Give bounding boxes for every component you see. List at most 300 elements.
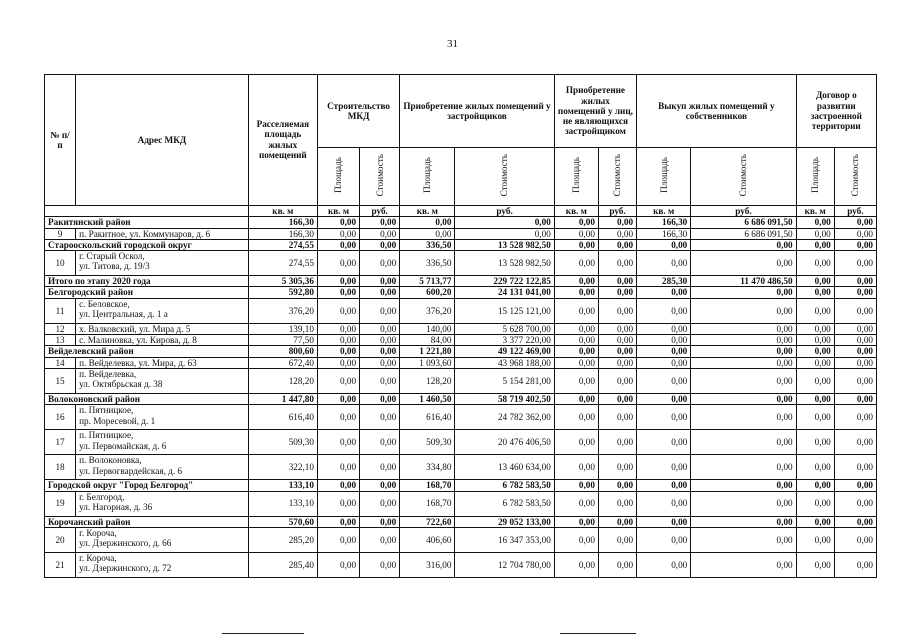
value-cell: 0,00 (834, 251, 876, 276)
address-line: ул. Дзержинского, д. 72 (79, 563, 172, 574)
units-row (45, 206, 877, 217)
value-cell: 0,00 (598, 480, 636, 491)
value-cell: 0,00 (554, 368, 598, 393)
value-cell: 0,00 (317, 323, 359, 334)
vertical-label: Стоимость (850, 154, 861, 197)
unit-cell: кв. м (796, 206, 834, 217)
subheader-area (796, 148, 834, 206)
row-number: 20 (45, 527, 76, 552)
subheader-cost (691, 148, 796, 206)
value-cell: 0,00 (598, 346, 636, 357)
value-cell: 0,00 (598, 552, 636, 577)
subheader-cost (360, 148, 400, 206)
value-cell: 0,00 (691, 323, 796, 334)
value-cell: 0,00 (796, 228, 834, 239)
value-cell: 0,00 (691, 239, 796, 250)
value-cell: 43 968 188,00 (455, 357, 554, 368)
value-cell: 0,00 (834, 430, 876, 455)
value-cell: 0,00 (834, 368, 876, 393)
value-cell: 0,00 (637, 552, 691, 577)
value-cell: 166,30 (248, 217, 317, 228)
unit-cell: кв. м (317, 206, 359, 217)
value-cell: 0,00 (691, 287, 796, 298)
group-name: Волоконовский район (45, 393, 249, 404)
group-row (45, 480, 877, 491)
value-cell: 0,00 (317, 516, 359, 527)
group-row (45, 276, 877, 287)
value-cell: 0,00 (360, 357, 400, 368)
value-cell: 376,20 (248, 298, 317, 323)
value-cell: 0,00 (834, 346, 876, 357)
value-cell: 0,00 (691, 491, 796, 516)
value-cell: 128,20 (400, 368, 455, 393)
value-cell: 0,00 (834, 527, 876, 552)
value-cell: 58 719 402,50 (455, 393, 554, 404)
value-cell: 0,00 (834, 552, 876, 577)
value-cell: 133,10 (248, 480, 317, 491)
table-row (45, 405, 877, 430)
value-cell: 0,00 (834, 405, 876, 430)
value-cell: 0,00 (317, 276, 359, 287)
value-cell: 0,00 (691, 298, 796, 323)
group-name: Корочанский район (45, 516, 249, 527)
value-cell: 0,00 (637, 430, 691, 455)
value-cell: 49 122 469,00 (455, 346, 554, 357)
value-cell: 6 782 583,50 (455, 480, 554, 491)
value-cell: 0,00 (796, 480, 834, 491)
value-cell: 0,00 (360, 405, 400, 430)
value-cell: 0,00 (360, 552, 400, 577)
value-cell: 0,00 (360, 455, 400, 480)
value-cell: 0,00 (317, 430, 359, 455)
header-purchase-nondev: Приобретение жилых помещений у лиц, не являющихся застройщиком (554, 75, 636, 148)
value-cell: 0,00 (637, 393, 691, 404)
table-row (45, 335, 877, 346)
vertical-label: Площадь (658, 157, 669, 194)
value-cell: 0,00 (637, 527, 691, 552)
value-cell: 0,00 (796, 276, 834, 287)
value-cell: 84,00 (400, 335, 455, 346)
value-cell: 0,00 (598, 405, 636, 430)
value-cell: 0,00 (360, 251, 400, 276)
value-cell: 0,00 (691, 335, 796, 346)
table-row (45, 251, 877, 276)
group-name: Итого по этапу 2020 года (45, 276, 249, 287)
address-line: г. Белгород, (79, 491, 125, 502)
value-cell: 0,00 (317, 287, 359, 298)
value-cell: 0,00 (834, 516, 876, 527)
value-cell: 0,00 (598, 527, 636, 552)
value-cell: 1 447,80 (248, 393, 317, 404)
address-cell (76, 552, 249, 577)
value-cell: 6 686 091,50 (691, 217, 796, 228)
value-cell: 0,00 (554, 217, 598, 228)
value-cell: 0,00 (317, 552, 359, 577)
value-cell: 0,00 (598, 368, 636, 393)
value-cell: 0,00 (554, 405, 598, 430)
value-cell: 0,00 (554, 298, 598, 323)
value-cell: 0,00 (598, 357, 636, 368)
value-cell: 0,00 (360, 276, 400, 287)
value-cell: 0,00 (691, 405, 796, 430)
value-cell: 0,00 (554, 455, 598, 480)
group-row (45, 393, 877, 404)
value-cell: 0,00 (637, 480, 691, 491)
subheader-area (637, 148, 691, 206)
value-cell: 0,00 (796, 251, 834, 276)
unit-cell: кв. м (637, 206, 691, 217)
row-number: 18 (45, 455, 76, 480)
value-cell: 0,00 (455, 228, 554, 239)
value-cell: 229 722 122,85 (455, 276, 554, 287)
value-cell: 0,00 (554, 276, 598, 287)
group-row (45, 287, 877, 298)
value-cell: 0,00 (796, 298, 834, 323)
value-cell: 1 221,80 (400, 346, 455, 357)
value-cell: 0,00 (317, 357, 359, 368)
value-cell: 0,00 (796, 430, 834, 455)
header-address: Адрес МКД (76, 75, 249, 206)
value-cell: 0,00 (598, 298, 636, 323)
unit-cell: руб. (598, 206, 636, 217)
value-cell: 0,00 (637, 357, 691, 368)
value-cell: 5 305,36 (248, 276, 317, 287)
value-cell: 0,00 (360, 480, 400, 491)
row-number: 13 (45, 335, 76, 346)
address-cell: с. Малиновка, ул. Кирова, д. 8 (76, 335, 249, 346)
value-cell: 0,00 (691, 393, 796, 404)
value-cell: 0,00 (317, 251, 359, 276)
subheader-area (400, 148, 455, 206)
value-cell: 0,00 (637, 516, 691, 527)
value-cell: 0,00 (834, 276, 876, 287)
value-cell: 0,00 (637, 346, 691, 357)
row-number: 15 (45, 368, 76, 393)
value-cell: 166,30 (248, 228, 317, 239)
value-cell: 139,10 (248, 323, 317, 334)
address-line: г. Старый Оскол, (79, 251, 145, 262)
value-cell: 616,40 (400, 405, 455, 430)
value-cell: 406,60 (400, 527, 455, 552)
address-cell (76, 430, 249, 455)
unit-cell: руб. (360, 206, 400, 217)
value-cell: 274,55 (248, 239, 317, 250)
value-cell: 0,00 (796, 552, 834, 577)
value-cell: 16 347 353,00 (455, 527, 554, 552)
subheader-cost (598, 148, 636, 206)
unit-cell: кв. м (248, 206, 317, 217)
value-cell: 600,20 (400, 287, 455, 298)
address-cell (76, 491, 249, 516)
value-cell: 0,00 (317, 346, 359, 357)
value-cell: 0,00 (554, 516, 598, 527)
table-row (45, 491, 877, 516)
value-cell: 0,00 (598, 323, 636, 334)
value-cell: 0,00 (834, 228, 876, 239)
value-cell: 336,50 (400, 251, 455, 276)
row-number: 10 (45, 251, 76, 276)
value-cell: 0,00 (637, 491, 691, 516)
value-cell: 15 125 121,00 (455, 298, 554, 323)
value-cell: 0,00 (317, 393, 359, 404)
group-row (45, 239, 877, 250)
value-cell: 616,40 (248, 405, 317, 430)
value-cell: 0,00 (598, 393, 636, 404)
value-cell: 6 782 583,50 (455, 491, 554, 516)
table-row (45, 430, 877, 455)
value-cell: 0,00 (317, 527, 359, 552)
value-cell: 0,00 (637, 298, 691, 323)
vertical-label: Стоимость (374, 154, 385, 197)
value-cell: 334,80 (400, 455, 455, 480)
value-cell: 0,00 (554, 393, 598, 404)
value-cell: 0,00 (834, 239, 876, 250)
unit-cell: руб. (834, 206, 876, 217)
value-cell: 0,00 (554, 287, 598, 298)
row-number: 14 (45, 357, 76, 368)
unit-cell: руб. (691, 206, 796, 217)
group-name: Ракитянский район (45, 217, 249, 228)
value-cell: 0,00 (691, 346, 796, 357)
value-cell: 800,60 (248, 346, 317, 357)
value-cell: 3 377 220,00 (455, 335, 554, 346)
value-cell: 0,00 (598, 287, 636, 298)
table-row (45, 228, 877, 239)
value-cell: 672,40 (248, 357, 317, 368)
value-cell: 0,00 (796, 368, 834, 393)
value-cell: 285,20 (248, 527, 317, 552)
row-number: 9 (45, 228, 76, 239)
value-cell: 0,00 (637, 323, 691, 334)
header-construction: Строительство МКД (317, 75, 399, 148)
group-row (45, 516, 877, 527)
value-cell: 0,00 (637, 335, 691, 346)
address-line: г. Короча, (79, 552, 117, 563)
value-cell: 0,00 (360, 298, 400, 323)
value-cell: 509,30 (248, 430, 317, 455)
value-cell: 0,00 (598, 491, 636, 516)
value-cell: 0,00 (834, 298, 876, 323)
value-cell: 133,10 (248, 491, 317, 516)
value-cell: 0,00 (691, 516, 796, 527)
group-name: Белгородский район (45, 287, 249, 298)
value-cell: 0,00 (554, 430, 598, 455)
value-cell: 0,00 (317, 455, 359, 480)
value-cell: 0,00 (360, 430, 400, 455)
value-cell: 20 476 406,50 (455, 430, 554, 455)
value-cell: 0,00 (360, 368, 400, 393)
value-cell: 0,00 (796, 527, 834, 552)
value-cell: 0,00 (796, 357, 834, 368)
value-cell: 0,00 (691, 251, 796, 276)
value-cell: 0,00 (554, 323, 598, 334)
row-number: 21 (45, 552, 76, 577)
value-cell: 0,00 (691, 357, 796, 368)
header-contract: Договор о развитии застроенной территории (796, 75, 876, 148)
subheader-area (317, 148, 359, 206)
table-row (45, 323, 877, 334)
value-cell: 0,00 (637, 239, 691, 250)
value-cell: 0,00 (598, 430, 636, 455)
value-cell: 0,00 (360, 393, 400, 404)
value-cell: 24 782 362,00 (455, 405, 554, 430)
address-line: ул. Первогвардейская, д. 6 (79, 465, 183, 476)
vertical-label: Стоимость (499, 154, 510, 197)
units-blank (45, 206, 249, 217)
value-cell: 166,30 (637, 217, 691, 228)
value-cell: 0,00 (317, 405, 359, 430)
value-cell: 0,00 (400, 217, 455, 228)
value-cell: 1 093,60 (400, 357, 455, 368)
value-cell: 0,00 (554, 491, 598, 516)
value-cell: 24 131 041,00 (455, 287, 554, 298)
row-number: 16 (45, 405, 76, 430)
row-number: 17 (45, 430, 76, 455)
address-line: ул. Октябрьская д. 38 (79, 379, 163, 390)
value-cell: 285,40 (248, 552, 317, 577)
page-number: 31 (447, 38, 458, 50)
value-cell: 322,10 (248, 455, 317, 480)
value-cell: 0,00 (637, 251, 691, 276)
value-cell: 316,00 (400, 552, 455, 577)
value-cell: 0,00 (834, 217, 876, 228)
row-number: 12 (45, 323, 76, 334)
value-cell: 0,00 (834, 287, 876, 298)
value-cell: 0,00 (317, 228, 359, 239)
value-cell: 0,00 (598, 335, 636, 346)
table-row (45, 527, 877, 552)
value-cell: 336,50 (400, 239, 455, 250)
value-cell: 0,00 (360, 527, 400, 552)
subheader-cost (834, 148, 876, 206)
value-cell: 0,00 (637, 455, 691, 480)
value-cell: 0,00 (400, 228, 455, 239)
value-cell: 0,00 (317, 298, 359, 323)
address-line: п. Вейделевка, (79, 368, 137, 379)
value-cell: 0,00 (796, 393, 834, 404)
value-cell: 722,60 (400, 516, 455, 527)
value-cell: 0,00 (360, 239, 400, 250)
value-cell: 0,00 (317, 335, 359, 346)
value-cell: 0,00 (834, 357, 876, 368)
header-no: № п/п (45, 75, 76, 206)
address-line: пр. Моресевой, д. 1 (79, 415, 156, 426)
value-cell: 0,00 (796, 323, 834, 334)
address-cell (76, 298, 249, 323)
value-cell: 0,00 (796, 239, 834, 250)
value-cell: 77,50 (248, 335, 317, 346)
value-cell: 0,00 (554, 480, 598, 491)
value-cell: 0,00 (598, 228, 636, 239)
value-cell: 166,30 (637, 228, 691, 239)
value-cell: 0,00 (360, 346, 400, 357)
value-cell: 0,00 (554, 251, 598, 276)
subheader-cost (455, 148, 554, 206)
value-cell: 0,00 (796, 455, 834, 480)
value-cell: 11 470 486,50 (691, 276, 796, 287)
value-cell: 0,00 (796, 516, 834, 527)
value-cell: 140,00 (400, 323, 455, 334)
value-cell: 0,00 (796, 405, 834, 430)
subheader-area (554, 148, 598, 206)
row-number: 11 (45, 298, 76, 323)
value-cell: 0,00 (691, 527, 796, 552)
address-line: п. Волоконовка, (79, 455, 142, 466)
value-cell: 0,00 (691, 368, 796, 393)
value-cell: 13 460 634,00 (455, 455, 554, 480)
value-cell: 0,00 (598, 516, 636, 527)
footer-rule (560, 633, 636, 634)
value-cell: 0,00 (317, 368, 359, 393)
value-cell: 0,00 (796, 287, 834, 298)
unit-cell: кв. м (400, 206, 455, 217)
address-line: ул. Титова, д. 19/3 (79, 261, 150, 272)
value-cell: 0,00 (637, 405, 691, 430)
value-cell: 13 528 982,50 (455, 251, 554, 276)
address-cell (76, 251, 249, 276)
value-cell: 0,00 (554, 335, 598, 346)
value-cell: 0,00 (317, 480, 359, 491)
value-cell: 0,00 (554, 357, 598, 368)
value-cell: 0,00 (691, 480, 796, 491)
address-cell (76, 368, 249, 393)
value-cell: 1 460,50 (400, 393, 455, 404)
group-row (45, 217, 877, 228)
header-buyout: Выкуп жилых помещений у собственников (637, 75, 797, 148)
table-row (45, 552, 877, 577)
group-name: Старооскольский городской округ (45, 239, 249, 250)
value-cell: 0,00 (360, 335, 400, 346)
table-row (45, 368, 877, 393)
value-cell: 0,00 (691, 552, 796, 577)
address-line: ул. Дзержинского, д. 66 (79, 538, 172, 549)
value-cell: 5 628 700,00 (455, 323, 554, 334)
value-cell: 0,00 (598, 251, 636, 276)
value-cell: 0,00 (637, 368, 691, 393)
value-cell: 0,00 (834, 335, 876, 346)
value-cell: 0,00 (834, 393, 876, 404)
address-cell (76, 527, 249, 552)
value-cell: 0,00 (796, 335, 834, 346)
value-cell: 168,70 (400, 491, 455, 516)
value-cell: 0,00 (360, 287, 400, 298)
header-area: Расселяемая площадь жилых помещений (248, 75, 317, 206)
value-cell: 0,00 (598, 239, 636, 250)
value-cell: 128,20 (248, 368, 317, 393)
table-row (45, 298, 877, 323)
value-cell: 5 154 281,00 (455, 368, 554, 393)
value-cell: 0,00 (796, 346, 834, 357)
vertical-label: Стоимость (738, 154, 749, 197)
value-cell: 0,00 (691, 430, 796, 455)
table-row (45, 455, 877, 480)
value-cell: 0,00 (554, 239, 598, 250)
value-cell: 0,00 (834, 491, 876, 516)
value-cell: 0,00 (360, 228, 400, 239)
value-cell: 376,20 (400, 298, 455, 323)
value-cell: 0,00 (637, 287, 691, 298)
value-cell: 0,00 (554, 552, 598, 577)
value-cell: 509,30 (400, 430, 455, 455)
address-cell (76, 405, 249, 430)
value-cell: 0,00 (554, 527, 598, 552)
value-cell: 0,00 (455, 217, 554, 228)
vertical-label: Площадь (571, 157, 582, 194)
value-cell: 13 528 982,50 (455, 239, 554, 250)
group-name: Вейделевский район (45, 346, 249, 357)
address-line: с. Беловское, (79, 298, 130, 309)
value-cell: 285,30 (637, 276, 691, 287)
